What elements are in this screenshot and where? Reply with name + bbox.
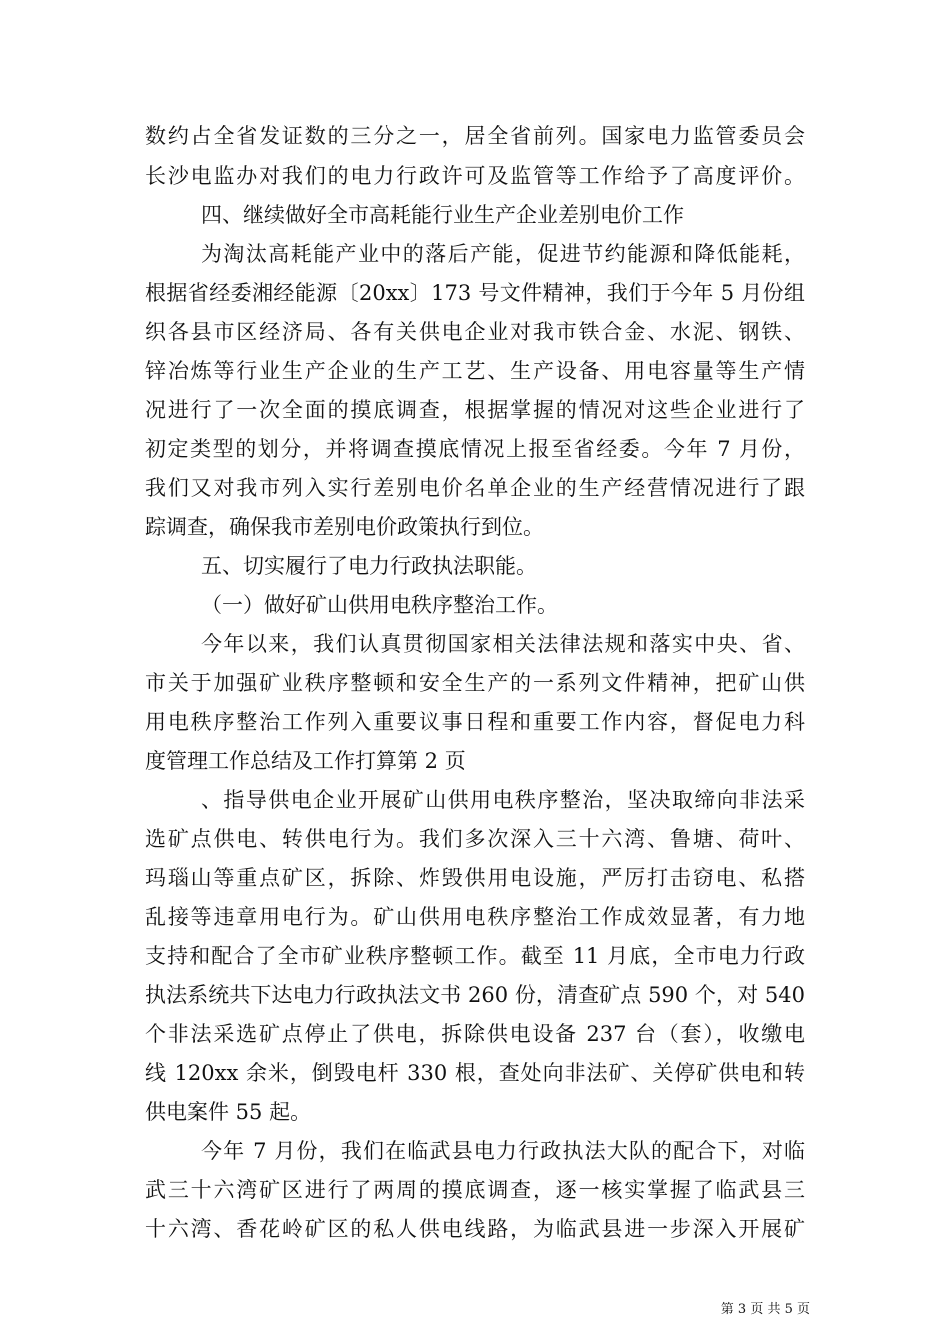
subsection-heading: （一）做好矿山供用电秩序整治工作。: [201, 593, 558, 617]
text-line: 长沙电监办对我们的电力行政许可及监管等工作给予了高度评价。: [145, 164, 805, 188]
text-line: 武三十六湾矿区进行了两周的摸底调查，逐一核实掌握了临武县三: [145, 1178, 805, 1202]
section-heading: 四、继续做好全市高耗能行业生产企业差别电价工作: [201, 203, 684, 227]
text-line: 数约占全省发证数的三分之一，居全省前列。国家电力监管委员会: [145, 124, 805, 148]
text-line: 支持和配合了全市矿业秩序整顿工作。截至 11 月底，全市电力行政: [145, 944, 805, 968]
text-line: 供电案件 55 起。: [145, 1100, 312, 1124]
text-line: 十六湾、香花岭矿区的私人供电线路，为临武县进一步深入开展矿: [145, 1217, 805, 1241]
text-line: 初定类型的划分，并将调查摸底情况上报至省经委。今年 7 月份，: [145, 437, 805, 461]
text-line: 市关于加强矿业秩序整顿和安全生产的一系列文件精神，把矿山供: [145, 671, 805, 695]
section-heading: 五、切实履行了电力行政执法职能。: [201, 554, 537, 578]
text-line: 我们又对我市列入实行差别电价名单企业的生产经营情况进行了跟: [145, 476, 805, 500]
text-line: 个非法采选矿点停止了供电，拆除供电设备 237 台（套），收缴电: [145, 1022, 805, 1046]
text-line: 选矿点供电、转供电行为。我们多次深入三十六湾、鲁塘、荷叶、: [145, 827, 805, 851]
text-line: 况进行了一次全面的摸底调查，根据掌握的情况对这些企业进行了: [145, 398, 805, 422]
text-line: 织各县市区经济局、各有关供电企业对我市铁合金、水泥、钢铁、: [145, 320, 805, 344]
text-line: 乱接等违章用电行为。矿山供用电秩序整治工作成效显著，有力地: [145, 905, 805, 929]
page-number-footer: 第 3 页 共 5 页: [720, 1302, 810, 1317]
text-line: 根据省经委湘经能源〔20xx〕173 号文件精神，我们于今年 5 月份组: [145, 281, 805, 305]
text-line: 锌冶炼等行业生产企业的生产工艺、生产设备、用电容量等生产情: [145, 359, 805, 383]
text-line: 今年 7 月份，我们在临武县电力行政执法大队的配合下，对临: [201, 1139, 805, 1163]
text-line: 用电秩序整治工作列入重要议事日程和重要工作内容，督促电力科: [145, 710, 805, 734]
text-line: 度管理工作总结及工作打算第 2 页: [145, 749, 466, 773]
text-line: 今年以来，我们认真贯彻国家相关法律法规和落实中央、省、: [201, 632, 805, 656]
text-line: 为淘汰高耗能产业中的落后产能，促进节约能源和降低能耗，: [201, 242, 805, 266]
text-line: 踪调查，确保我市差别电价政策执行到位。: [145, 515, 544, 539]
text-line: 、指导供电企业开展矿山供用电秩序整治，坚决取缔向非法采: [201, 788, 805, 812]
text-line: 线 120xx 余米，倒毁电杆 330 根，查处向非法矿、关停矿供电和转: [145, 1061, 805, 1085]
text-line: 玛瑙山等重点矿区，拆除、炸毁供用电设施，严厉打击窃电、私搭: [145, 866, 805, 890]
text-line: 执法系统共下达电力行政执法文书 260 份，清查矿点 590 个，对 540: [145, 983, 805, 1007]
